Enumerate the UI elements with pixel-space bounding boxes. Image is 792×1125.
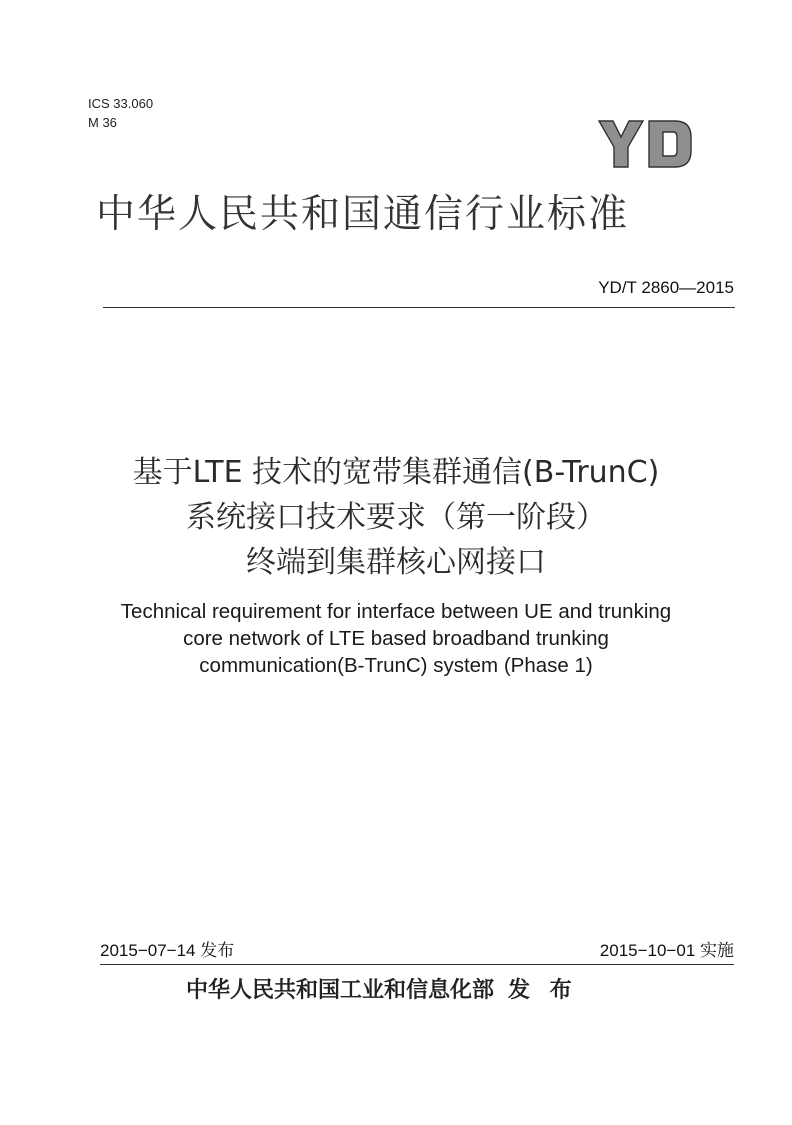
title-cn-line: 终端到集群核心网接口 [246,545,546,580]
publisher-action: 发 布 [508,977,578,1003]
classification-codes [88,94,153,132]
title-cn-line: 系统接口技术要求（第一阶段） [186,500,606,535]
yd-logo-icon [597,117,693,171]
title-en-line: Technical requirement for interface between UE and trunking [120,600,672,623]
title-chinese [60,450,732,585]
title-english [60,598,732,679]
ics-code: ICS 33.060 [88,96,154,111]
publisher-name: 中华人民共和国工业和信息化部 [186,977,495,1003]
issue-date: 2015−07−14 发布 [100,941,235,960]
title-en-line: communication(B-TrunC) system (Phase 1) [199,654,593,677]
standard-number: YD/T 2860—2015 [598,278,734,297]
title-en-line: core network of LTE based broadband trunking [183,627,609,650]
header-divider [103,307,735,308]
title-cn-line: 基于LTE 技术的宽带集群通信(B-TrunC) [132,455,660,490]
effective-date: 2015−10−01 实施 [599,941,734,960]
publisher [186,975,578,1005]
ccs-code: M 36 [88,115,117,130]
footer-divider [100,964,734,965]
standard-category: 中华人民共和国通信行业标准 [96,192,630,237]
